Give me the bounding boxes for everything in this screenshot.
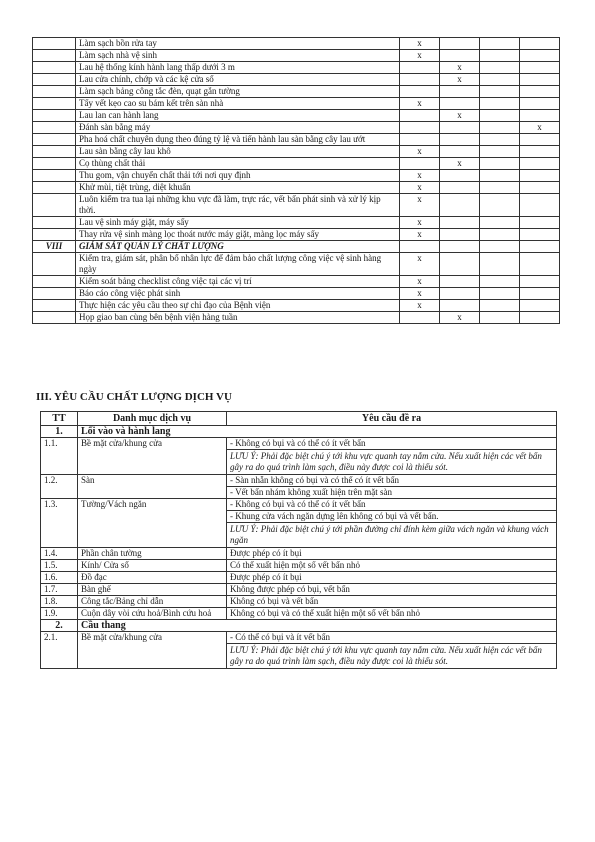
service-item: Cuộn dây vòi cứu hoả/Bình cứu hoả — [78, 608, 227, 620]
frequency-mark — [400, 122, 440, 134]
frequency-mark — [440, 146, 480, 158]
frequency-mark — [520, 300, 560, 312]
frequency-mark: x — [400, 300, 440, 312]
requirement-cell — [227, 438, 557, 475]
table-row — [33, 50, 560, 62]
quality-requirements-table — [40, 411, 557, 669]
frequency-mark — [520, 134, 560, 146]
task-description: Thay rửa vệ sinh màng lọc thoát nước máy giặt, màng lọc máy sấy — [76, 229, 400, 241]
frequency-mark — [440, 300, 480, 312]
frequency-mark: x — [400, 194, 440, 217]
row-number — [33, 110, 76, 122]
table-row — [33, 62, 560, 74]
frequency-mark: x — [400, 98, 440, 110]
table-row — [33, 194, 560, 217]
frequency-mark — [520, 38, 560, 50]
frequency-mark — [480, 312, 520, 324]
frequency-mark — [480, 146, 520, 158]
task-description: Kiểm soát bảng checklist công việc tại các vị trí — [76, 276, 400, 288]
frequency-mark — [440, 276, 480, 288]
table-row — [33, 122, 560, 134]
frequency-mark — [520, 62, 560, 74]
service-item: Công tắc/Bảng chỉ dẫn — [78, 596, 227, 608]
frequency-mark — [520, 110, 560, 122]
task-description: Làm sạch bảng công tắc đèn, quạt gắn tường — [76, 86, 400, 98]
table-row — [33, 86, 560, 98]
frequency-mark: x — [520, 122, 560, 134]
frequency-mark — [520, 74, 560, 86]
frequency-mark — [480, 122, 520, 134]
header-service: Danh mục dịch vụ — [78, 412, 227, 426]
task-checklist-body — [33, 38, 560, 324]
table-row — [33, 229, 560, 241]
table-row — [41, 596, 557, 608]
frequency-mark — [520, 98, 560, 110]
row-number — [33, 288, 76, 300]
frequency-mark: x — [400, 253, 440, 276]
table-row — [33, 288, 560, 300]
frequency-mark — [480, 194, 520, 217]
row-number — [33, 50, 76, 62]
frequency-mark — [400, 62, 440, 74]
table-row — [33, 98, 560, 110]
task-description: Làm sạch bồn rửa tay — [76, 38, 400, 50]
table-row — [33, 146, 560, 158]
frequency-mark — [480, 98, 520, 110]
task-checklist-table — [32, 37, 560, 324]
group-number: 1. — [41, 426, 78, 438]
frequency-mark — [480, 74, 520, 86]
task-description: Làm sạch nhà vệ sinh — [76, 50, 400, 62]
table-row — [33, 110, 560, 122]
item-number: 1.4. — [41, 548, 78, 560]
requirement-line: - Khung cửa vách ngăn dựng lên không có bụi và vết bẩn. — [227, 510, 556, 522]
table-row — [33, 170, 560, 182]
frequency-mark — [520, 146, 560, 158]
item-number: 1.1. — [41, 438, 78, 475]
frequency-mark — [520, 194, 560, 217]
task-description: Lau vệ sinh máy giặt, máy sấy — [76, 217, 400, 229]
item-number: 1.9. — [41, 608, 78, 620]
frequency-mark — [400, 110, 440, 122]
frequency-mark: x — [440, 62, 480, 74]
requirement-cell — [227, 572, 557, 584]
table-row — [41, 438, 557, 475]
task-description: Luôn kiểm tra tua lại những khu vực đã làm, trực rác, vết bẩn phát sinh và xử lý kịp thời. — [76, 194, 400, 217]
frequency-mark — [400, 158, 440, 170]
table-row — [41, 632, 557, 669]
group-number: 2. — [41, 620, 78, 632]
frequency-mark — [480, 253, 520, 276]
requirement-line: Được phép có ít bụi — [230, 572, 302, 582]
row-number — [33, 194, 76, 217]
frequency-mark: x — [440, 312, 480, 324]
frequency-mark — [480, 170, 520, 182]
table-row — [41, 560, 557, 572]
task-description: Họp giao ban cùng bên bệnh viện hàng tuần — [76, 312, 400, 324]
table-row — [33, 253, 560, 276]
row-number — [33, 276, 76, 288]
frequency-mark — [440, 122, 480, 134]
group-title: Cầu thang — [78, 620, 557, 632]
item-number: 2.1. — [41, 632, 78, 669]
frequency-mark — [440, 38, 480, 50]
requirement-note: LƯU Ý: Phải đặc biệt chú ý tới khu vực quanh tay nắm cửa. Nếu xuất hiện các vết bẩn gây ra do quá trình làm sạch, điều này được coi là thiếu sót. — [227, 643, 556, 668]
frequency-mark — [480, 86, 520, 98]
task-description: Lau cửa chính, chớp và các kệ cửa sổ — [76, 74, 400, 86]
frequency-mark — [400, 134, 440, 146]
frequency-mark — [480, 300, 520, 312]
frequency-mark: x — [400, 288, 440, 300]
task-description: Thực hiện các yêu cầu theo sự chỉ đạo của Bệnh viện — [76, 300, 400, 312]
row-number: VIII — [33, 241, 76, 253]
frequency-mark — [440, 288, 480, 300]
table-row — [41, 548, 557, 560]
row-number — [33, 98, 76, 110]
frequency-mark — [520, 158, 560, 170]
group-row — [41, 620, 557, 632]
requirement-line: Không có bụi và vết bẩn — [230, 596, 319, 606]
requirement-note: LƯU Ý: Phải đặc biệt chú ý tới khu vực quanh tay nắm cửa. Nếu xuất hiện các vết bẩn gây ra do quá trình làm sạch, điều này được coi là thiếu sót. — [227, 449, 556, 474]
frequency-mark — [440, 50, 480, 62]
frequency-mark — [480, 158, 520, 170]
requirement-cell — [227, 475, 557, 499]
row-number — [33, 217, 76, 229]
frequency-mark — [520, 276, 560, 288]
header-requirement: Yêu cầu đề ra — [227, 412, 557, 426]
task-description: Tẩy vết kẹo cao su bám kết trên sàn nhà — [76, 98, 400, 110]
row-number — [33, 146, 76, 158]
requirement-cell — [227, 596, 557, 608]
service-item: Sàn — [78, 475, 227, 499]
frequency-mark — [480, 110, 520, 122]
task-description: Kiểm tra, giám sát, phân bổ nhân lực để đảm bảo chất lượng công việc vệ sinh hàng ngày — [76, 253, 400, 276]
task-description: Thu gom, vận chuyển chất thải tới nơi quy định — [76, 170, 400, 182]
section-heading: III. YÊU CẦU CHẤT LƯỢNG DỊCH VỤ — [36, 391, 232, 403]
requirement-line: - Vết bẩn nhám không xuất hiện trên mặt sàn — [227, 486, 556, 498]
row-number — [33, 158, 76, 170]
quality-requirements-body — [41, 412, 557, 669]
requirement-line: Được phép có ít bụi — [230, 548, 302, 558]
item-number: 1.8. — [41, 596, 78, 608]
frequency-mark — [440, 134, 480, 146]
task-description: Cọ thùng chất thải — [76, 158, 400, 170]
task-description: Khử mùi, tiệt trùng, diệt khuẩn — [76, 182, 400, 194]
frequency-mark — [440, 86, 480, 98]
table-row — [33, 276, 560, 288]
requirement-line: - Không có bụi và có thể có ít vết bẩn — [230, 499, 366, 509]
row-number — [33, 170, 76, 182]
frequency-mark — [400, 86, 440, 98]
service-item: Bề mặt cửa/khung cửa — [78, 438, 227, 475]
frequency-mark — [440, 253, 480, 276]
service-item: Tường/Vách ngăn — [78, 499, 227, 548]
row-number — [33, 312, 76, 324]
task-description: Báo cáo công việc phát sinh — [76, 288, 400, 300]
frequency-mark — [520, 182, 560, 194]
frequency-mark — [480, 276, 520, 288]
frequency-mark — [480, 134, 520, 146]
frequency-mark: x — [440, 110, 480, 122]
requirement-line: Không có bụi và có thể xuất hiện một số vết bẩn nhỏ — [230, 608, 420, 618]
frequency-mark — [440, 182, 480, 194]
requirement-cell — [227, 608, 557, 620]
task-description: Lau hệ thống kính hành lang thấp dưới 3 m — [76, 62, 400, 74]
group-title: Lối vào và hành lang — [78, 426, 557, 438]
frequency-mark — [520, 229, 560, 241]
frequency-mark — [480, 288, 520, 300]
frequency-mark: x — [400, 50, 440, 62]
row-number — [33, 86, 76, 98]
row-number — [33, 62, 76, 74]
table-row — [33, 74, 560, 86]
table-row — [33, 158, 560, 170]
frequency-mark — [440, 241, 480, 253]
task-description: Đánh sàn bằng máy — [76, 122, 400, 134]
frequency-mark: x — [400, 229, 440, 241]
frequency-mark — [480, 38, 520, 50]
service-item: Bề mặt cửa/khung cửa — [78, 632, 227, 669]
table-row — [41, 499, 557, 548]
frequency-mark: x — [440, 74, 480, 86]
item-number: 1.5. — [41, 560, 78, 572]
frequency-mark: x — [440, 158, 480, 170]
frequency-mark — [480, 62, 520, 74]
frequency-mark — [480, 241, 520, 253]
frequency-mark — [440, 194, 480, 217]
frequency-mark — [520, 288, 560, 300]
row-number — [33, 229, 76, 241]
frequency-mark — [400, 74, 440, 86]
task-description: Pha hoá chất chuyên dụng theo đúng tỷ lệ và tiến hành lau sàn bằng cây lau ướt — [76, 134, 400, 146]
table-row — [41, 608, 557, 620]
frequency-mark: x — [400, 217, 440, 229]
frequency-mark — [520, 241, 560, 253]
requirement-line: Có thể xuất hiện một số vết bẩn nhỏ — [230, 560, 360, 570]
table-header-row — [41, 412, 557, 426]
item-number: 1.6. — [41, 572, 78, 584]
row-number — [33, 134, 76, 146]
table-row — [33, 134, 560, 146]
table-row — [33, 182, 560, 194]
requirement-line: Không được phép có bụi, vết bẩn — [230, 584, 350, 594]
requirement-cell — [227, 584, 557, 596]
frequency-mark: x — [400, 170, 440, 182]
table-row — [41, 475, 557, 499]
header-tt: TT — [41, 412, 78, 426]
frequency-mark — [400, 312, 440, 324]
item-number: 1.2. — [41, 475, 78, 499]
table-row — [33, 300, 560, 312]
group-row — [41, 426, 557, 438]
service-item: Đồ đạc — [78, 572, 227, 584]
frequency-mark: x — [400, 276, 440, 288]
row-number — [33, 38, 76, 50]
table-row — [33, 38, 560, 50]
requirement-cell — [227, 632, 557, 669]
frequency-mark — [480, 217, 520, 229]
frequency-mark — [440, 217, 480, 229]
frequency-mark — [520, 50, 560, 62]
item-number: 1.7. — [41, 584, 78, 596]
requirement-line: - Không có bụi và có thể có ít vết bẩn — [230, 438, 366, 448]
service-item: Bàn ghế — [78, 584, 227, 596]
frequency-mark — [520, 217, 560, 229]
table-row — [41, 584, 557, 596]
table-row — [41, 572, 557, 584]
service-item: Phần chân tường — [78, 548, 227, 560]
frequency-mark — [480, 182, 520, 194]
frequency-mark — [520, 253, 560, 276]
requirement-cell — [227, 499, 557, 548]
frequency-mark — [400, 241, 440, 253]
frequency-mark: x — [400, 38, 440, 50]
task-description: Lau lan can hành lang — [76, 110, 400, 122]
frequency-mark — [440, 98, 480, 110]
task-description: GIÁM SÁT QUẢN LÝ CHẤT LƯỢNG — [76, 241, 400, 253]
row-number — [33, 74, 76, 86]
requirement-line: - Có thể có bụi và ít vết bẩn — [230, 632, 330, 642]
service-item: Kính/ Cửa sổ — [78, 560, 227, 572]
task-description: Lau sàn bằng cây lau khô — [76, 146, 400, 158]
row-number — [33, 182, 76, 194]
frequency-mark: x — [400, 146, 440, 158]
item-number: 1.3. — [41, 499, 78, 548]
frequency-mark — [440, 170, 480, 182]
frequency-mark — [480, 50, 520, 62]
requirement-note: LƯU Ý: Phải đặc biệt chú ý tới phần đường chỉ đính kèm giữa vách ngăn và khung vách ngăn — [227, 522, 556, 547]
table-row — [33, 217, 560, 229]
frequency-mark — [520, 170, 560, 182]
row-number — [33, 300, 76, 312]
frequency-mark — [520, 312, 560, 324]
frequency-mark — [480, 229, 520, 241]
section-header-row — [33, 241, 560, 253]
frequency-mark — [520, 86, 560, 98]
frequency-mark: x — [400, 182, 440, 194]
row-number — [33, 122, 76, 134]
requirement-cell — [227, 560, 557, 572]
row-number — [33, 253, 76, 276]
table-row — [33, 312, 560, 324]
requirement-line: - Sàn nhẵn không có bụi và có thể có ít vết bẩn — [230, 475, 399, 485]
frequency-mark — [440, 229, 480, 241]
requirement-cell — [227, 548, 557, 560]
